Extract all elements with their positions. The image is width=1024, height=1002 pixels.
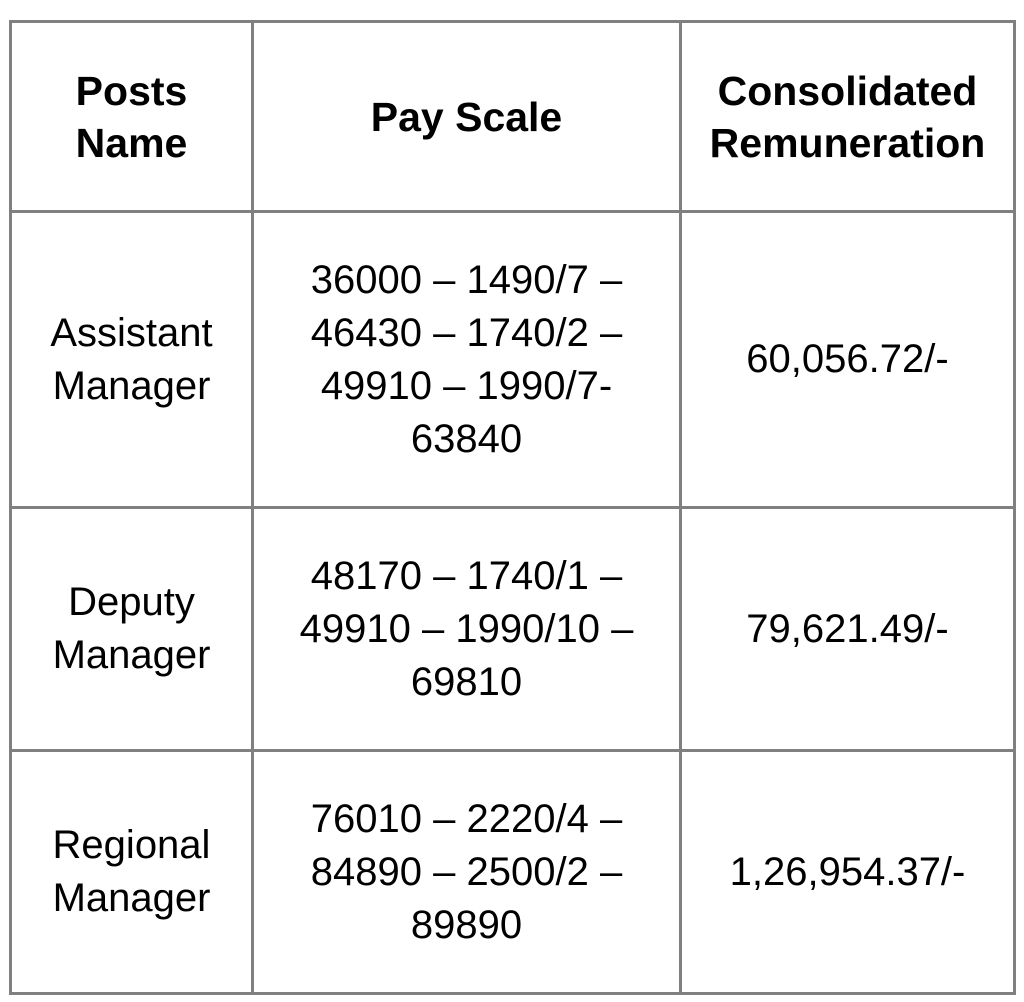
post-name-cell: Assistant Manager <box>11 212 253 508</box>
table-row <box>11 212 1015 508</box>
post-name-cell: Regional Manager <box>11 751 253 994</box>
remuneration-cell: 79,621.49/- <box>681 508 1015 751</box>
table-row <box>11 751 1015 994</box>
pay-scale-cell: 48170 – 1740/1 – 49910 – 1990/10 – 69810 <box>253 508 681 751</box>
pay-table-container <box>9 20 1016 995</box>
header-consolidated-remuneration: Consolidated Remuneration <box>681 22 1015 212</box>
pay-scale-cell: 76010 – 2220/4 – 84890 – 2500/2 – 89890 <box>253 751 681 994</box>
remuneration-cell: 1,26,954.37/- <box>681 751 1015 994</box>
header-posts-name: Posts Name <box>11 22 253 212</box>
remuneration-cell: 60,056.72/- <box>681 212 1015 508</box>
pay-scale-cell: 36000 – 1490/7 – 46430 – 1740/2 – 49910 – 1990/7- 63840 <box>253 212 681 508</box>
pay-scale-table <box>9 20 1016 995</box>
table-header-row <box>11 22 1015 212</box>
table-row <box>11 508 1015 751</box>
post-name-cell: Deputy Manager <box>11 508 253 751</box>
header-pay-scale: Pay Scale <box>253 22 681 212</box>
